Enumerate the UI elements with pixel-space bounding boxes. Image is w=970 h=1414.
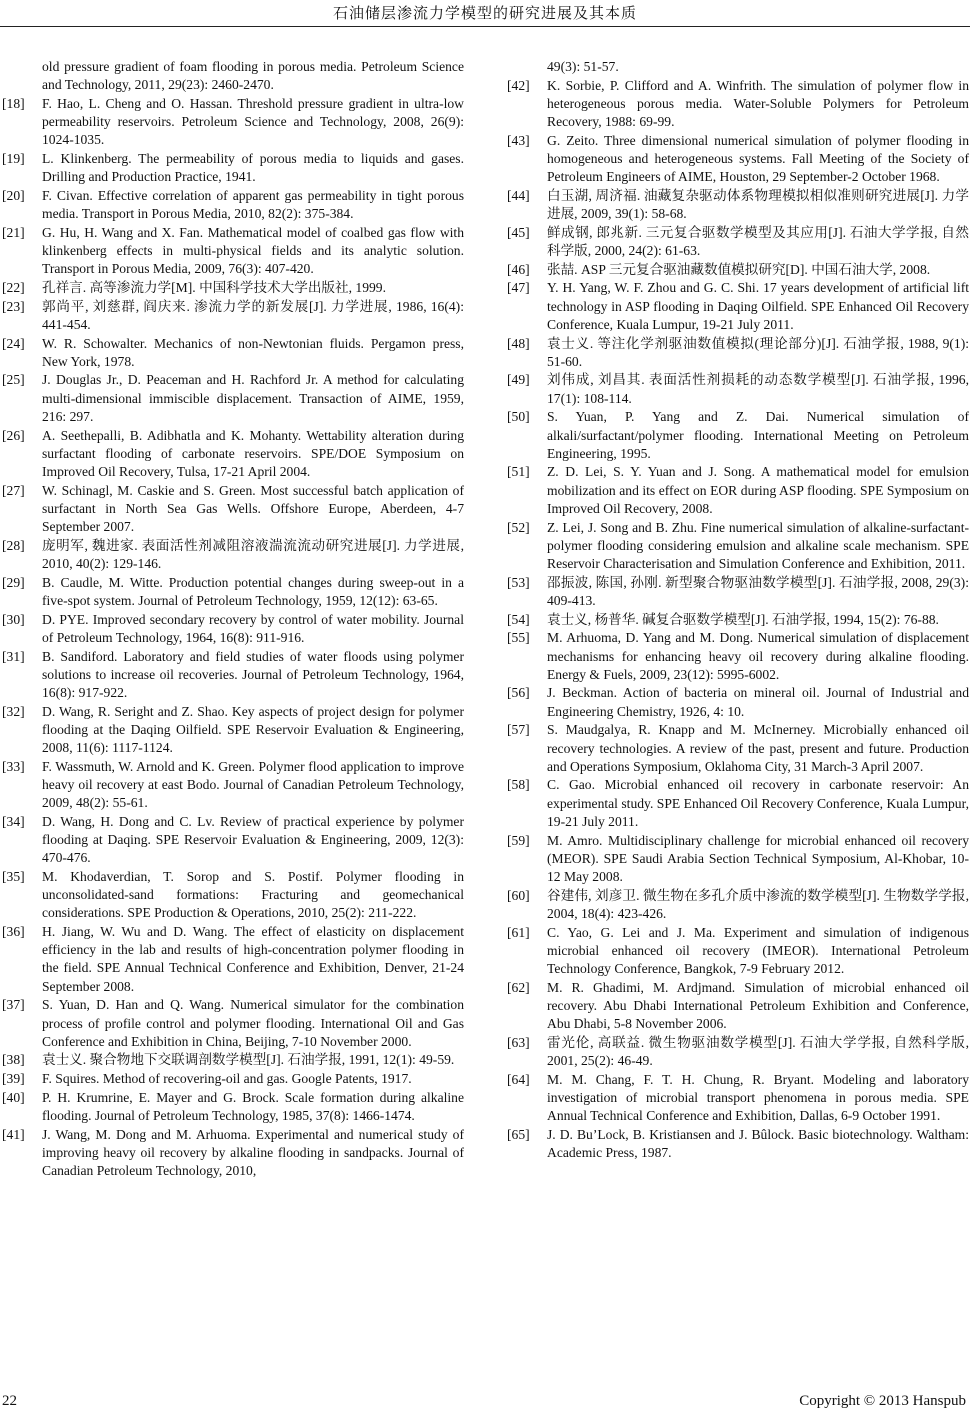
reference-text: C. Gao. Microbial enhanced oil recovery in carbonate reservoir: An experimental study. SPE Enhanced Oil Recovery Conference, Kuala Lumpur, 19-21 July 2011. (547, 777, 969, 829)
reference-text: J. Wang, M. Dong and M. Arhuoma. Experimental and numerical study of improving heavy oil recovery by alkaline flooding in sandpacks. Journal of Canadian Petroleum Technology, 2010, (42, 1126, 464, 1179)
reference-list-right (507, 77, 969, 1162)
reference-text: M. M. Chang, F. T. H. Chung, R. Bryant. Modeling and laboratory investigation of microbial transport phenomena in porous media. SPE Annual Technical Conference and Exhibition, Dallas, 6-9 October 1991. (547, 1071, 969, 1124)
reference-number: [30] (2, 611, 25, 627)
reference-entry (2, 371, 464, 426)
reference-number: [43] (507, 132, 530, 148)
reference-text: 雷光伦, 高联益. 微生物驱油数学模型[J]. 石油大学学报, 自然科学版, 2001, 25(2): 46-49. (547, 1034, 969, 1068)
reference-number: [63] (507, 1034, 530, 1050)
reference-text: D. PYE. Improved secondary recovery by control of water mobility. Journal of Petroleum Technology, 1964, 16(8): 911-916. (42, 611, 464, 645)
reference-text: M. Khodaverdian, T. Sorop and S. Postif. Polymer flooding in unconsolidated-sand formations: Fracturing and geomechanical considerations. SPE Production & Operations, 2010, 25(2): 211-222. (42, 868, 464, 921)
reference-entry (507, 132, 969, 187)
reference-number: [55] (507, 630, 530, 646)
reference-entry (507, 924, 969, 979)
reference-entry (507, 77, 969, 132)
reference-entry (507, 629, 969, 684)
reference-text: M. Amro. Multidisciplinary challenge for microbial enhanced oil recovery (MEOR). SPE Saudi Arabia Section Technical Symposium, Al-Khobar, 10-12 May 2008. (547, 832, 969, 884)
reference-text: 袁士义. 等注化学剂驱油数值模拟(理论部分)[J]. 石油学报, 1988, 9(1): 51-60. (547, 335, 969, 369)
reference-text: J. Beckman. Action of bacteria on mineral oil. Journal of Industrial and Engineering Chemistry, 1926, 4: 10. (547, 685, 969, 719)
reference-number: [57] (507, 722, 530, 738)
reference-entry (2, 758, 464, 813)
reference-text: J. D. Bu’Lock, B. Kristiansen and J. Bûlock. Basic biotechnology. Waltham: Academic Press, 1987. (547, 1126, 969, 1160)
reference-number: [33] (2, 758, 25, 774)
reference-text: 邵振波, 陈国, 孙刚. 新型聚合物驱油数学模型[J]. 石油学报, 2008, 29(3): 409-413. (547, 574, 969, 608)
header-rule (0, 26, 970, 27)
reference-entry (2, 224, 464, 279)
reference-entry (2, 574, 464, 610)
reference-number: [31] (2, 648, 25, 664)
reference-number: [38] (2, 1052, 25, 1068)
reference-number: [18] (2, 95, 25, 111)
reference-entry (507, 519, 969, 574)
reference-entry (2, 1126, 464, 1181)
reference-entry (2, 537, 464, 573)
reference-text: H. Jiang, W. Wu and D. Wang. The effect of elasticity on displacement efficiency in the lab and results of high-concentration polymer flooding in the field. SPE Annual Technical Conference and Exhibition, Denver, 21-24 September 2008. (42, 924, 464, 994)
reference-number: [50] (507, 409, 530, 425)
reference-entry (507, 1126, 969, 1162)
reference-number: [62] (507, 979, 530, 995)
reference-number: [39] (2, 1071, 25, 1087)
reference-text: 鲜成钢, 郎兆新. 三元复合驱数学模型及其应用[J]. 石油大学学报, 自然科学版, 2000, 24(2): 61-63. (547, 224, 969, 259)
reference-continuation: 49(3): 51-57. (547, 59, 619, 74)
reference-entry (2, 1070, 464, 1088)
reference-entry (2, 996, 464, 1051)
reference-text: 白玉湖, 周济福. 油藏复杂驱动体系物理模拟相似准则研究进展[J]. 力学进展, 2009, 39(1): 58-68. (547, 187, 969, 222)
reference-number: [32] (2, 703, 25, 719)
reference-entry (2, 611, 464, 647)
reference-entry (507, 187, 969, 223)
reference-text: F. Wassmuth, W. Arnold and K. Green. Polymer flood application to improve heavy oil recovery at east Bodo. Journal of Canadian Petroleum Technology, 2009, 48(2): 55-61. (42, 758, 464, 811)
reference-text: J. Douglas Jr., D. Peaceman and H. Rachford Jr. A method for calculating multi-dimensional immiscible displacement. Transaction of AIME, 1959, 216: 297. (42, 372, 464, 424)
reference-entry (507, 463, 969, 518)
reference-number: [65] (507, 1126, 530, 1142)
reference-entry (2, 482, 464, 537)
reference-text: M. R. Ghadimi, M. Ardjmand. Simulation of microbial enhanced oil recovery. Abu Dhabi International Petroleum Exhibition and Conference, Abu Dhabi, 5-8 November 2006. (547, 979, 969, 1032)
references-left-column (2, 58, 464, 1181)
reference-number: [36] (2, 924, 25, 940)
reference-entry (507, 611, 969, 629)
reference-number: [46] (507, 261, 530, 277)
reference-entry (2, 95, 464, 150)
reference-list-left (2, 95, 464, 1180)
reference-number: [48] (507, 335, 530, 351)
reference-number: [41] (2, 1126, 25, 1142)
running-head-title: 石油储层渗流力学模型的研究进展及其本质 (332, 6, 637, 22)
reference-text: Z. D. Lei, S. Y. Yuan and J. Song. A mathematical model for emulsion mobilization and its effect on EOR during ASP flooding. SPE Symposium on Improved Oil Recovery, 2008. (547, 464, 969, 516)
reference-text: 刘伟成, 刘昌其. 表面活性剂损耗的动态数学模型[J]. 石油学报, 1996, 17(1): 108-114. (547, 372, 969, 406)
reference-number: [53] (507, 574, 530, 590)
reference-number: [23] (2, 298, 25, 314)
reference-text: Y. H. Yang, W. F. Zhou and G. C. Shi. 17 years development of artificial lift technology in ASP flooding in Daqing Oilfield. SPE Enhanced Oil Recovery Conference, Kuala Lumpur, 19-21 July 2011. (547, 280, 969, 332)
reference-entry (2, 868, 464, 923)
reference-text: C. Yao, G. Lei and J. Ma. Experiment and simulation of indigenous microbial enhanced oil recovery (IMEOR). International Petroleum Technology Conference, Bangkok, 7-9 February 2012. (547, 924, 969, 976)
reference-number: [28] (2, 537, 25, 553)
reference-number: [58] (507, 777, 530, 793)
reference-number: [24] (2, 335, 25, 351)
reference-number: [52] (507, 519, 530, 535)
reference-text: 袁士义. 聚合物地下交联调剖数学模型[J]. 石油学报, 1991, 12(1): 49-59. (42, 1052, 455, 1068)
reference-text: W. Schinagl, M. Caskie and S. Green. Most successful batch application of surfactant in North Sea Gas Wells. Offshore Europe, Aberdeen, 4-7 September 2007. (42, 482, 464, 535)
reference-continuation: old pressure gradient of foam flooding in porous media. Petroleum Science and Technology, 2011, 29(23): 2460-2470. (42, 59, 464, 93)
reference-text: B. Caudle, M. Witte. Production potential changes during sweep-out in a five-spot system. Journal of Petroleum Technology, 1959, 12(12): 63-65. (42, 574, 464, 608)
reference-entry (507, 261, 969, 279)
reference-number: [60] (507, 887, 530, 903)
reference-entry (507, 371, 969, 407)
reference-number: [45] (507, 224, 530, 240)
reference-number: [29] (2, 574, 25, 590)
reference-entry (2, 187, 464, 223)
reference-entry (507, 684, 969, 720)
reference-text: 孔祥言. 高等渗流力学[M]. 中国科学技术大学出版社, 1999. (42, 279, 386, 295)
reference-entry (507, 887, 969, 923)
references-right-column (507, 58, 969, 1163)
reference-number: [54] (507, 611, 530, 627)
reference-number: [35] (2, 868, 25, 884)
reference-text: F. Hao, L. Cheng and O. Hassan. Threshold pressure gradient in ultra-low permeability reservoirs. Petroleum Science and Technology, 2008, 26(9): 1024-1035. (42, 95, 464, 148)
reference-text: 袁士义, 杨普华. 碱复合驱数学模型[J]. 石油学报, 1994, 15(2): 76-88. (547, 611, 939, 627)
reference-entry (507, 979, 969, 1034)
reference-number: [64] (507, 1071, 530, 1087)
reference-text: D. Wang, R. Seright and Z. Shao. Key aspects of project design for polymer flooding at the Daqing Oilfield. SPE Reservoir Evaluation & Engineering, 2008, 11(6): 1117-1124. (42, 703, 464, 756)
reference-entry (507, 721, 969, 776)
reference-text: M. Arhuoma, D. Yang and M. Dong. Numerical simulation of displacement mechanisms for enhancing heavy oil recovery during alkaline flooding. Energy & Fuels, 2009, 23(12): 5995-6002. (547, 630, 969, 682)
page-number: 22 (2, 1393, 17, 1409)
reference-entry (507, 776, 969, 831)
reference-entry (507, 279, 969, 334)
reference-number: [51] (507, 464, 530, 480)
reference-number: [27] (2, 482, 25, 498)
reference-number: [25] (2, 372, 25, 388)
reference-text: L. Klinkenberg. The permeability of porous media to liquids and gases. Drilling and Production Practice, 1941. (42, 151, 464, 185)
reference-entry (2, 298, 464, 334)
reference-number: [20] (2, 187, 25, 203)
reference-entry (507, 224, 969, 260)
copyright-notice: Copyright © 2013 Hanspub (799, 1393, 966, 1409)
reference-entry (507, 335, 969, 371)
reference-number: [37] (2, 997, 25, 1013)
reference-entry (2, 150, 464, 186)
reference-number: [47] (507, 280, 530, 296)
reference-number: [26] (2, 427, 25, 443)
reference-number: [56] (507, 685, 530, 701)
reference-entry (2, 703, 464, 758)
reference-text: G. Zeito. Three dimensional numerical simulation of polymer flooding in homogeneous and heterogeneous systems. Fall Meeting of the Society of Petroleum Engineers of AIME, Houston, 29 September-2 October 1968. (547, 132, 969, 185)
reference-entry (507, 832, 969, 887)
reference-number: [42] (507, 77, 530, 93)
reference-text: D. Wang, H. Dong and C. Lv. Review of practical experience by polymer flooding at Daqing. SPE Reservoir Evaluation & Engineering, 2009, 12(3): 470-476. (42, 813, 464, 866)
reference-entry (2, 648, 464, 703)
reference-entry (2, 427, 464, 482)
reference-text: B. Sandiford. Laboratory and field studies of water floods using polymer solutions to increase oil recoveries. Journal of Petroleum Technology, 1964, 16(8): 917-922. (42, 648, 464, 700)
reference-text: F. Civan. Effective correlation of apparent gas permeability in tight porous media. Transport in Porous Media, 2010, 82(2): 375-384. (42, 187, 464, 222)
reference-text: W. R. Schowalter. Mechanics of non-Newtonian fluids. Pergamon press, New York, 1978. (42, 335, 464, 369)
reference-entry (507, 1034, 969, 1070)
reference-number: [61] (507, 924, 530, 940)
reference-entry (507, 408, 969, 463)
reference-number: [49] (507, 372, 530, 388)
reference-text: S. Yuan, P. Yang and Z. Dai. Numerical simulation of alkali/surfactant/polymer flooding. International Meeting on Petroleum Engineering, 1995. (547, 409, 969, 461)
reference-text: P. H. Krumrine, E. Mayer and G. Brock. Scale formation during alkaline flooding. Journal of Petroleum Technology, 1985, 37(8): 1466-1474. (42, 1089, 464, 1124)
reference-text: A. Seethepalli, B. Adibhatla and K. Mohanty. Wettability alteration during surfactant flooding of carbonate reservoirs. SPE/DOE Symposium on Improved Oil Recovery, Tulsa, 17-21 April 2004. (42, 427, 464, 479)
reference-entry (2, 1089, 464, 1125)
reference-entry (507, 574, 969, 610)
reference-entry (2, 279, 464, 297)
reference-number: [21] (2, 224, 25, 240)
reference-text: 谷建伟, 刘彦卫. 微生物在多孔介质中渗流的数学模型[J]. 生物数学学报, 2004, 18(4): 423-426. (547, 887, 969, 921)
reference-entry (2, 335, 464, 371)
reference-text: F. Squires. Method of recovering-oil and gas. Google Patents, 1917. (42, 1071, 412, 1087)
reference-entry (2, 1051, 464, 1069)
reference-text: Z. Lei, J. Song and B. Zhu. Fine numerical simulation of alkaline-surfactant-polymer flooding considering emulsion and alkaline scale mechanism. SPE Reservoir Characterisation and Simulation Conference and Exhibition, 2011. (547, 519, 969, 571)
reference-text: 张喆. ASP 三元复合驱油藏数值模拟研究[D]. 中国石油大学, 2008. (547, 261, 931, 277)
reference-text: 郭尚平, 刘慈群, 阎庆来. 渗流力学的新发展[J]. 力学进展, 1986, 16(4): 441-454. (42, 298, 464, 332)
reference-number: [40] (2, 1089, 25, 1105)
reference-text: 庞明军, 魏进家. 表面活性剂减阻溶液湍流流动研究进展[J]. 力学进展, 2010, 40(2): 129-146. (42, 537, 464, 571)
reference-entry (507, 1071, 969, 1126)
reference-text: S. Maudgalya, R. Knapp and M. McInerney. Microbially enhanced oil recovery technologies. A review of the past, present and future. Production and Operations Symposium, Oklahoma City, 31 March-3 April 2007. (547, 722, 969, 774)
reference-number: [44] (507, 187, 530, 203)
reference-number: [19] (2, 151, 25, 167)
reference-text: G. Hu, H. Wang and X. Fan. Mathematical model of coalbed gas flow with klinkenberg effects in multi-physical fields and its analytic solution. Transport in Porous Media, 2009, 76(3): 407-420. (42, 224, 464, 277)
reference-entry (2, 813, 464, 868)
reference-text: S. Yuan, D. Han and Q. Wang. Numerical simulator for the combination process of profile control and polymer flooding. International Oil and Gas Conference and Exhibition in China, Beijing, 7-10 November 2000. (42, 997, 464, 1049)
reference-number: [59] (507, 832, 530, 848)
reference-number: [34] (2, 813, 25, 829)
reference-entry (2, 923, 464, 996)
reference-number: [22] (2, 279, 25, 295)
reference-text: K. Sorbie, P. Clifford and A. Winfrith. The simulation of polymer flow in heterogeneous porous media. Water-Soluble Polymers for Petroleum Recovery, 1988: 69-99. (547, 77, 969, 130)
